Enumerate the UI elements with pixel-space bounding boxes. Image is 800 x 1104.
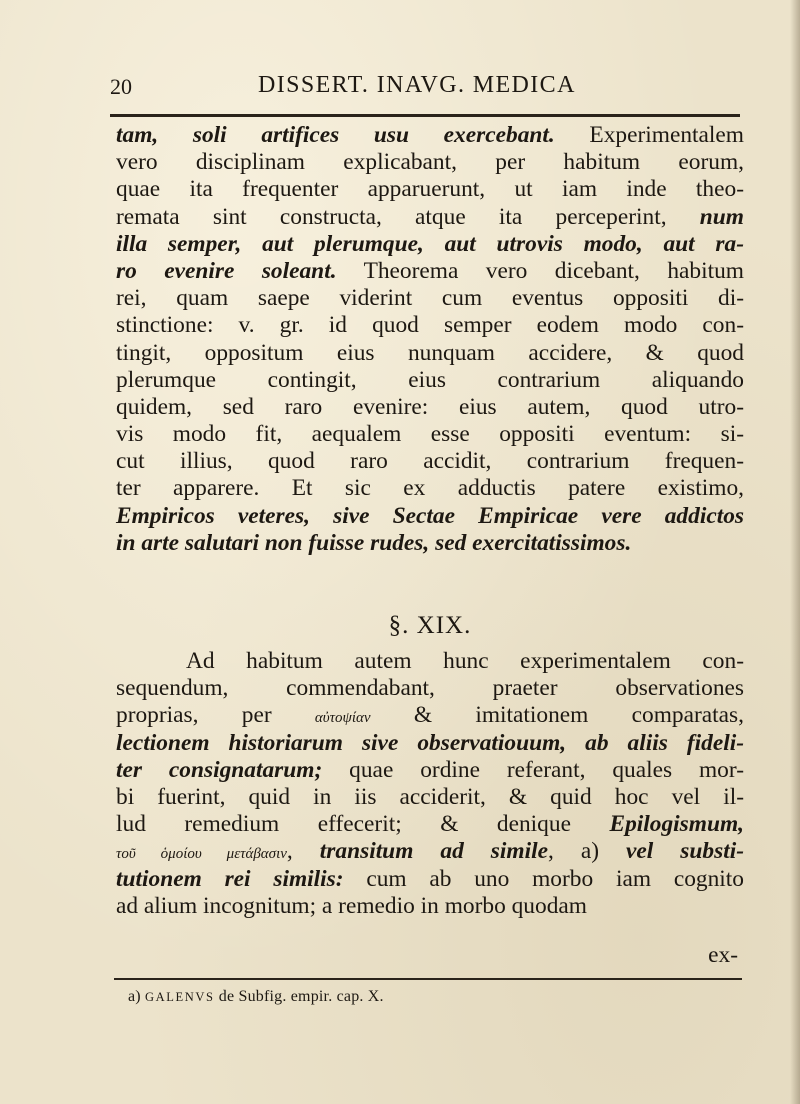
paragraph-2 (116, 648, 744, 920)
text-line (116, 757, 744, 784)
text-line (116, 204, 744, 231)
text-line (116, 866, 744, 893)
text-line: lectionem historiarum sive observatiouum, ab aliis fideli- (116, 729, 744, 756)
text-line (116, 122, 744, 149)
text-line: plerumque contingit, eius contrarium aliquando (116, 366, 744, 393)
text-line: quidem, sed raro evenire: eius autem, quod utro- (116, 393, 744, 420)
running-title: DISSERT. INAVG. MEDICA (258, 72, 576, 98)
italic-phrase: tutionem rei similis: (116, 865, 344, 892)
text-line (116, 811, 744, 838)
text-span: quae ordine referant, quales mor- (322, 756, 744, 783)
greek-phrase: τοῦ ὁμοίου μετάβασιν (116, 846, 287, 863)
footnote-marker: a) (128, 988, 141, 1005)
italic-phrase: ro evenire soleant. (116, 257, 337, 284)
text-span: & imitationem comparatas, (370, 702, 744, 729)
italic-phrase: vel substi- (626, 838, 744, 865)
text-line: rei, quam saepe viderint cum eventus oppositi di- (116, 285, 744, 312)
text-span: lud remedium effecerit; & denique (116, 811, 610, 838)
text-line (116, 702, 744, 729)
text-line: vis modo fit, aequalem esse oppositi eventum: si- (116, 421, 744, 448)
greek-word: αὐτοψίαν (314, 710, 371, 727)
text-line: ter apparere. Et sic ex adductis patere existimo, (116, 475, 744, 502)
catchword: ex- (708, 942, 738, 968)
footnote-citation: de Subfig. empir. cap. X. (214, 988, 384, 1005)
text-span: Experimentalem (554, 122, 744, 148)
text-line: ad alium incognitum; a remedio in morbo quodam (116, 892, 587, 919)
footnote (128, 988, 384, 1006)
text-span: cum ab uno morbo iam cognito (343, 865, 744, 892)
page-header (110, 72, 750, 106)
text-line: tingit, oppositum eius nunquam accidere, & quod (116, 339, 744, 366)
text-line: illa semper, aut plerumque, aut utrovis modo, aut ra- (116, 230, 744, 257)
text-line: Ad habitum autem hunc experimentalem con- (186, 648, 744, 674)
page-edge-shadow (790, 0, 800, 1104)
footnote-rule (114, 978, 742, 980)
text-line (116, 838, 744, 865)
paragraph-1 (116, 122, 744, 557)
italic-phrase: ter consignatarum; (116, 756, 323, 783)
text-span: proprias, per (116, 702, 315, 729)
text-span: remata sint constructa, atque ita perceperint, (116, 203, 700, 230)
header-rule (110, 114, 740, 117)
italic-phrase: tam, soli artifices usu exercebant. (116, 122, 555, 148)
text-span: Theorema vero dicebant, habitum (336, 257, 744, 284)
footnote-ref: , a) (547, 838, 627, 865)
text-line: stinctione: v. gr. id quod semper eodem modo con- (116, 312, 744, 339)
text-line: vero disciplinam explicabant, per habitum eorum, (116, 149, 744, 176)
text-span: , (286, 838, 320, 865)
text-line: cut illius, quod raro accidit, contrarium frequen- (116, 448, 744, 475)
text-line: sequendum, commendabant, praeter observationes (116, 675, 744, 702)
italic-phrase: num (699, 203, 744, 230)
text-line: bi fuerint, quid in iis acciderit, & quid hoc vel il- (116, 783, 744, 810)
text-line: in arte salutari non fuisse rudes, sed exercitatissimos. (116, 529, 632, 556)
text-line (116, 258, 744, 285)
text-line: quae ita frequenter apparuerunt, ut iam inde theo- (116, 176, 744, 203)
italic-phrase: Epilogismum, (609, 811, 744, 838)
text-line: Empiricos veteres, sive Sectae Empiricae vere addictos (116, 502, 744, 529)
footnote-author: GALENVS (145, 990, 215, 1004)
section-heading: §. XIX. (388, 612, 472, 639)
italic-phrase: transitum ad simile (319, 838, 548, 865)
page-number: 20 (110, 74, 132, 99)
